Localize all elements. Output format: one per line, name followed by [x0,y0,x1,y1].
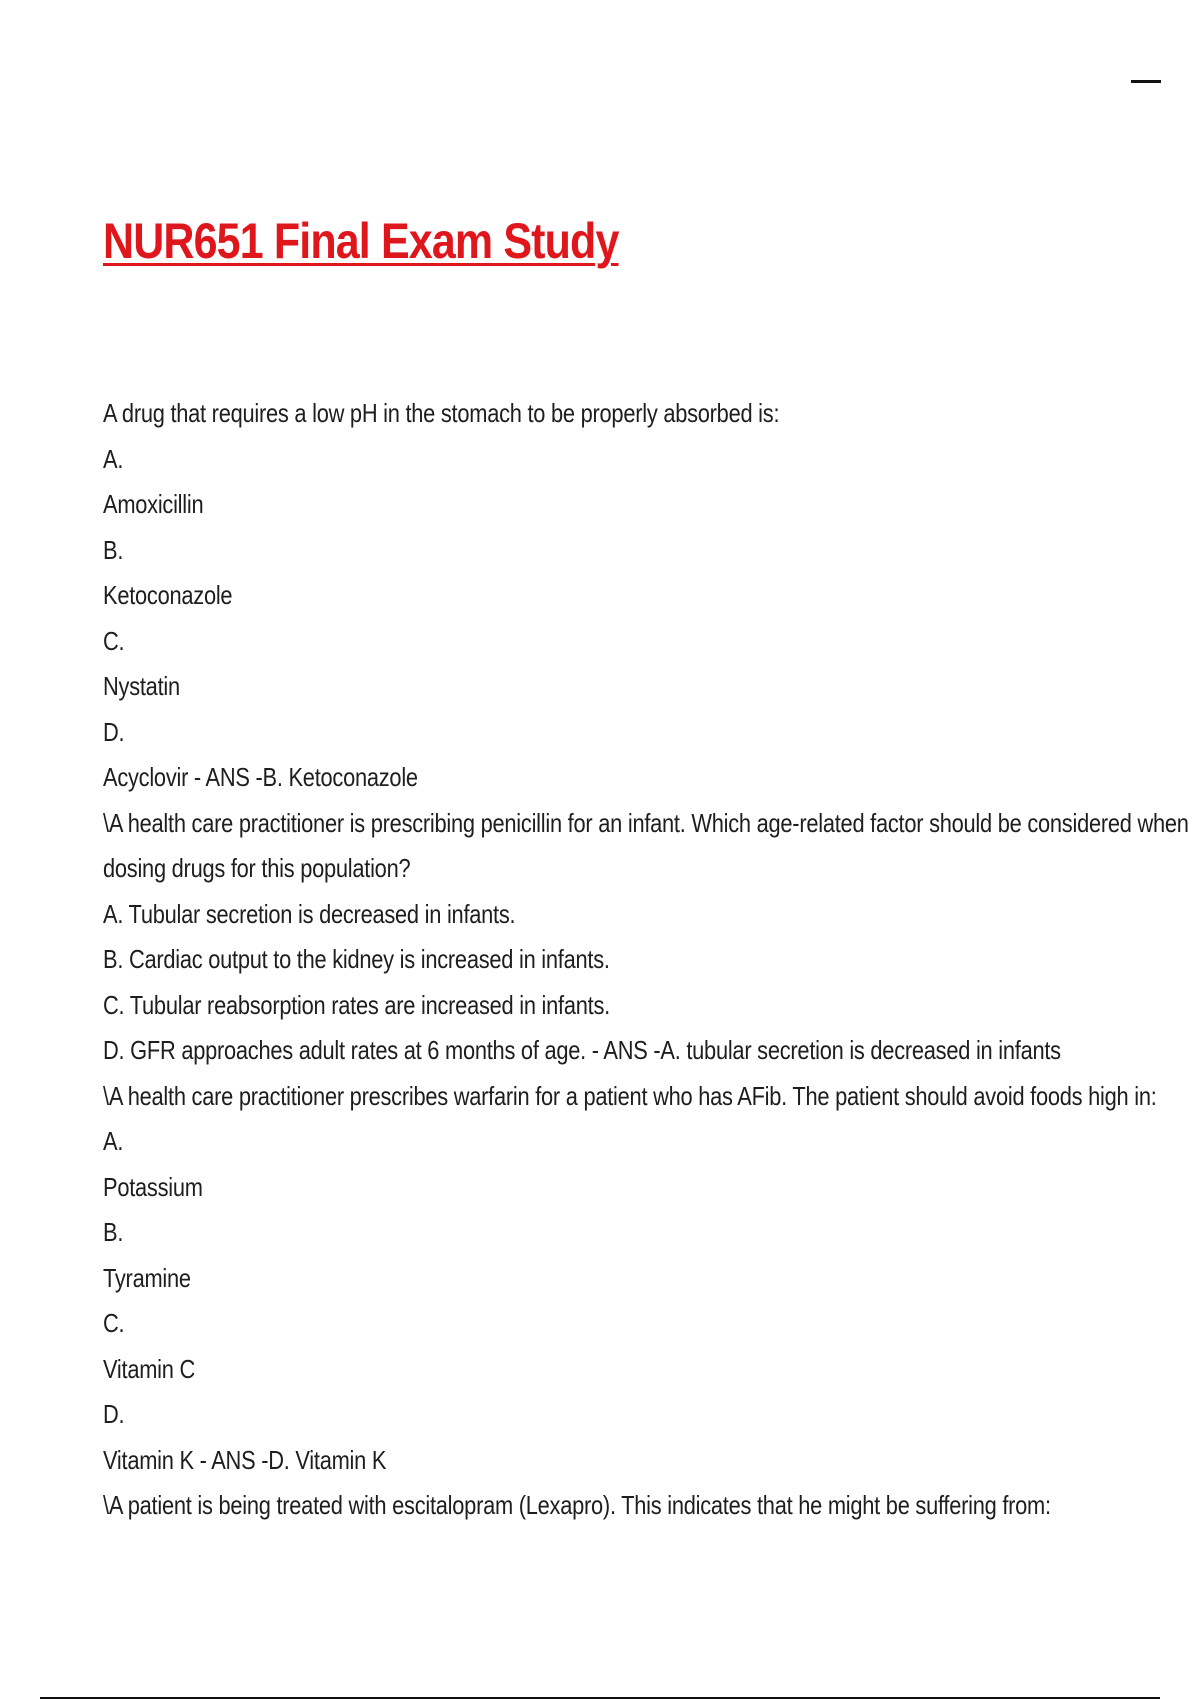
text-line: \A health care practitioner is prescribing penicillin for an infant. Which age-related factor should be considered when [103,807,1189,838]
text-line: Ketoconazole [103,580,233,610]
text-line: \A health care practitioner prescribes warfarin for a patient who has AFib. The patient should avoid foods high in: [103,1080,1157,1111]
text-line: C. [103,1308,125,1338]
text-line: dosing drugs for this population? [103,853,411,883]
text-line: D. [103,716,125,747]
text-line: \A patient is being treated with escitalopram (Lexapro). This indicates that he might be suffering from: [103,1490,1051,1520]
text-line: Tyramine [103,1262,191,1293]
text-line: Potassium [103,1171,203,1202]
text-line: Amoxicillin [103,489,204,519]
page-bottom-rule [40,1697,1160,1699]
text-line: C. [103,625,125,656]
text-line: C. Tubular reabsorption rates are increased in infants. [103,989,610,1020]
text-line: D. GFR approaches adult rates at 6 months of age. - ANS -A. tubular secretion is decreased in infants [103,1035,1061,1065]
text-line: Vitamin C [103,1353,196,1384]
text-line: Vitamin K - ANS -D. Vitamin K [103,1444,387,1475]
text-line: A. Tubular secretion is decreased in infants. [103,898,516,929]
text-line: D. [103,1399,125,1429]
text-line: A. [103,443,124,474]
top-dash-mark [1131,80,1161,83]
document-body [103,391,1189,1529]
text-line: B. Cardiac output to the kidney is increased in infants. [103,944,610,974]
text-line: Nystatin [103,671,180,701]
text-line: B. [103,534,124,565]
text-line: A drug that requires a low pH in the stomach to be properly absorbed is: [103,398,780,428]
text-line: Acyclovir - ANS -B. Ketoconazole [103,762,418,792]
document-title: NUR651 Final Exam Study [103,213,619,269]
text-line: A. [103,1126,124,1156]
text-line: B. [103,1217,124,1247]
